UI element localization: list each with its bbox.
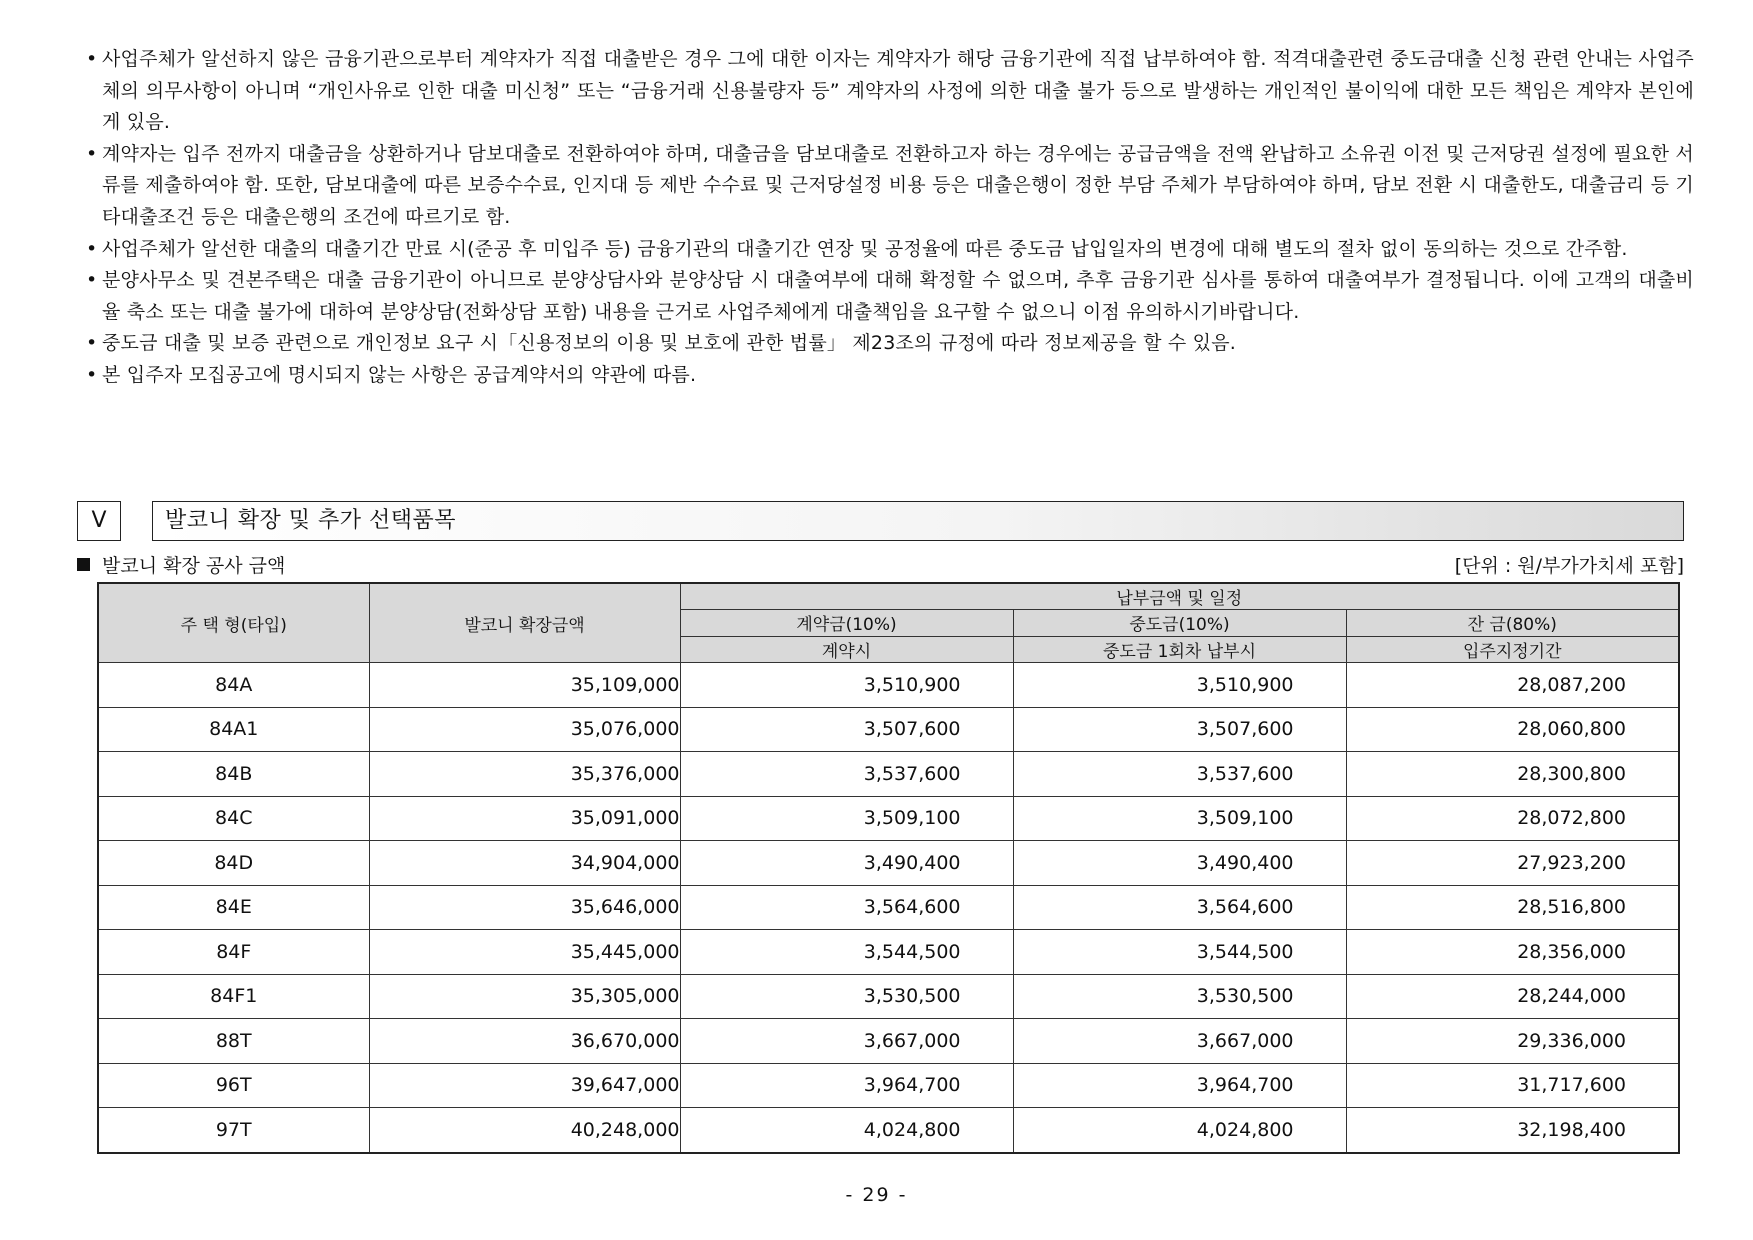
cell-middle: 3,544,500 [1013, 930, 1346, 975]
cell-amount: 35,445,000 [369, 930, 680, 975]
cell-middle: 3,530,500 [1013, 974, 1346, 1019]
cell-contract: 3,490,400 [680, 841, 1013, 886]
header-type: 주 택 형(타입) [98, 583, 369, 663]
cell-type: 97T [98, 1108, 369, 1153]
notice-bullet: • 분양사무소 및 견본주택은 대출 금융기관이 아니므로 분양상담사와 분양상담 시 대출여부에 대해 확정할 수 없으며, 추후 금융기관 심사를 통하여 대출여부가 결정됩니다. 이에 고객의 대출비율 축소 또는 대출 불가에 대하여 분양상담(전화상담 포함) 내용을 근거로 사업주체에게 대출책임을 요구할 수 없으니 이점 유의하시기바랍니다. [86, 265, 1694, 328]
cell-type: 84E [98, 885, 369, 930]
table-row [98, 1019, 1679, 1064]
cell-amount: 35,109,000 [369, 663, 680, 708]
cell-balance: 28,060,800 [1346, 707, 1679, 752]
cell-middle: 3,964,700 [1013, 1063, 1346, 1108]
table-row [98, 1108, 1679, 1153]
header-balance-when: 입주지정기간 [1346, 636, 1679, 662]
cell-contract: 3,537,600 [680, 752, 1013, 797]
cell-balance: 28,244,000 [1346, 974, 1679, 1019]
cell-type: 84C [98, 796, 369, 841]
table-row [98, 974, 1679, 1019]
cell-balance: 28,087,200 [1346, 663, 1679, 708]
cell-contract: 3,544,500 [680, 930, 1013, 975]
notice-bullet: • 계약자는 입주 전까지 대출금을 상환하거나 담보대출로 전환하여야 하며, 대출금을 담보대출로 전환하고자 하는 경우에는 공급금액을 전액 완납하고 소유권 이전 및 근저당권 설정에 필요한 서류를 제출하여야 함. 또한, 담보대출에 따른 보증수수료, 인지대 등 제반 수수료 및 근저당설정 비용 등은 대출은행이 정한 부담 주체가 부담하여야 하며, 담보 전환 시 대출한도, 대출금리 등 기타대출조건 등은 대출은행의 조건에 따르기로 함. [86, 139, 1694, 234]
cell-amount: 35,091,000 [369, 796, 680, 841]
table-row [98, 1063, 1679, 1108]
cell-amount: 35,305,000 [369, 974, 680, 1019]
notice-bullet: • 사업주체가 알선한 대출의 대출기간 만료 시(준공 후 미입주 등) 금융기관의 대출기간 연장 및 공정율에 따른 중도금 납입일자의 변경에 대해 별도의 절차 없이 동의하는 것으로 간주함. [86, 234, 1694, 266]
cell-balance: 27,923,200 [1346, 841, 1679, 886]
table-row [98, 841, 1679, 886]
cell-balance: 28,516,800 [1346, 885, 1679, 930]
header-middle-when: 중도금 1회차 납부시 [1013, 636, 1346, 662]
cell-balance: 28,356,000 [1346, 930, 1679, 975]
cell-type: 84B [98, 752, 369, 797]
table-row [98, 796, 1679, 841]
balcony-price-table [97, 582, 1680, 1154]
cell-amount: 34,904,000 [369, 841, 680, 886]
cell-contract: 3,530,500 [680, 974, 1013, 1019]
cell-contract: 3,510,900 [680, 663, 1013, 708]
cell-amount: 36,670,000 [369, 1019, 680, 1064]
cell-balance: 32,198,400 [1346, 1108, 1679, 1153]
cell-amount: 35,076,000 [369, 707, 680, 752]
subsection-title: 발코니 확장 공사 금액 [102, 555, 286, 577]
page-number: - 29 - [845, 1184, 908, 1206]
cell-middle: 3,490,400 [1013, 841, 1346, 886]
cell-amount: 39,647,000 [369, 1063, 680, 1108]
cell-contract: 3,507,600 [680, 707, 1013, 752]
cell-contract: 3,509,100 [680, 796, 1013, 841]
cell-amount: 35,646,000 [369, 885, 680, 930]
table-row [98, 663, 1679, 708]
notice-bullet-list [86, 44, 1694, 392]
cell-type: 84F1 [98, 974, 369, 1019]
cell-type: 96T [98, 1063, 369, 1108]
cell-middle: 3,667,000 [1013, 1019, 1346, 1064]
header-contract-when: 계약시 [680, 636, 1013, 662]
table-row [98, 752, 1679, 797]
cell-contract: 4,024,800 [680, 1108, 1013, 1153]
cell-contract: 3,667,000 [680, 1019, 1013, 1064]
header-balance: 잔 금(80%) [1346, 610, 1679, 636]
cell-type: 84A [98, 663, 369, 708]
cell-middle: 3,510,900 [1013, 663, 1346, 708]
cell-middle: 3,564,600 [1013, 885, 1346, 930]
header-middle: 중도금(10%) [1013, 610, 1346, 636]
cell-middle: 3,509,100 [1013, 796, 1346, 841]
cell-balance: 28,072,800 [1346, 796, 1679, 841]
unit-note: [단위 : 원/부가가치세 포함] [1454, 555, 1684, 577]
cell-type: 84F [98, 930, 369, 975]
cell-middle: 3,537,600 [1013, 752, 1346, 797]
cell-type: 88T [98, 1019, 369, 1064]
header-amount: 발코니 확장금액 [369, 583, 680, 663]
cell-balance: 31,717,600 [1346, 1063, 1679, 1108]
square-bullet-icon [77, 558, 90, 571]
cell-middle: 4,024,800 [1013, 1108, 1346, 1153]
cell-contract: 3,564,600 [680, 885, 1013, 930]
cell-middle: 3,507,600 [1013, 707, 1346, 752]
cell-balance: 29,336,000 [1346, 1019, 1679, 1064]
cell-balance: 28,300,800 [1346, 752, 1679, 797]
cell-amount: 35,376,000 [369, 752, 680, 797]
cell-contract: 3,964,700 [680, 1063, 1013, 1108]
cell-type: 84A1 [98, 707, 369, 752]
table-row [98, 930, 1679, 975]
notice-bullet: • 사업주체가 알선하지 않은 금융기관으로부터 계약자가 직접 대출받은 경우 그에 대한 이자는 계약자가 해당 금융기관에 직접 납부하여야 함. 적격대출관련 중도금대출 신청 관련 안내는 사업주체의 의무사항이 아니며 “개인사유로 인한 대출 미신청” 또는 “금융거래 신용불량자 등” 계약자의 사정에 의한 대출 불가 등으로 발생하는 개인적인 불이익에 대한 모든 책임은 계약자 본인에게 있음. [86, 44, 1694, 139]
header-contract: 계약금(10%) [680, 610, 1013, 636]
section-title: 발코니 확장 및 추가 선택품목 [152, 501, 1684, 541]
table-row [98, 885, 1679, 930]
subsection-title-wrap [77, 552, 285, 580]
header-schedule: 납부금액 및 일정 [680, 583, 1679, 610]
notice-bullet: • 본 입주자 모집공고에 명시되지 않는 사항은 공급계약서의 약관에 따름. [86, 360, 1694, 392]
cell-amount: 40,248,000 [369, 1108, 680, 1153]
subsection-header [77, 552, 1684, 580]
table-row [98, 707, 1679, 752]
section-number: V [77, 501, 121, 541]
cell-type: 84D [98, 841, 369, 886]
section-header [77, 501, 1684, 541]
notice-bullet: • 중도금 대출 및 보증 관련으로 개인정보 요구 시「신용정보의 이용 및 보호에 관한 법률」 제23조의 규정에 따라 정보제공을 할 수 있음. [86, 328, 1694, 360]
